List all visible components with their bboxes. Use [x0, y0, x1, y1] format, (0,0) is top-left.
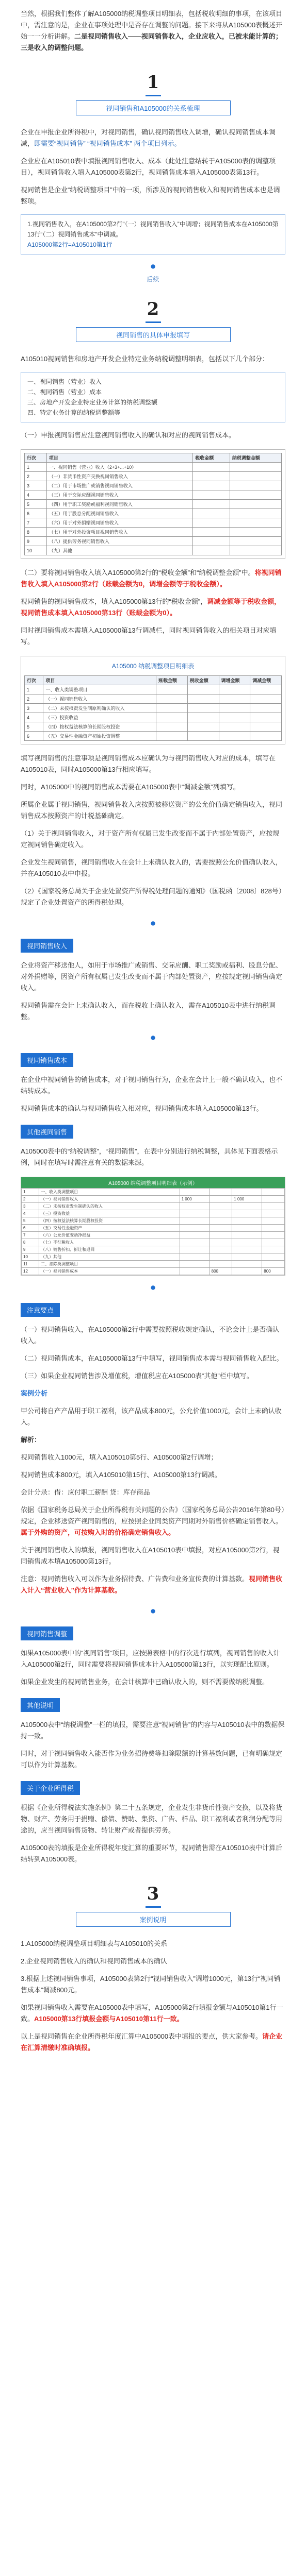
banner1-text-1: 企业将资产移送他人，如用于市场推广或销售、交际应酬、职工奖励或福利、股息分配、对外捐赠等，因资产所有权属已发生改变而不属于内部处置资产，应按规定视同销售确定收入。	[21, 961, 283, 992]
table-cell: 8	[25, 528, 47, 537]
table-cell	[262, 1189, 285, 1196]
table-row	[22, 1210, 285, 1217]
table-cell	[262, 1232, 285, 1239]
table-cell	[250, 713, 282, 722]
intro-paragraph: 当然，根据我们整体了解A105000纳税调整项目明细表，包括税收明细的事项，在该项目中，需注意的是，企业在事项处理中是否存在调整的问题。接下来将从A105000表概述开始一一分析讲解。二是视同销售收入——视同销售收入，企业应收入，已被未能计算的；三是收入的调整问题。	[21, 10, 283, 52]
banner-7: 关于企业所得税	[21, 1781, 80, 1795]
table-cell	[210, 1189, 232, 1196]
table-cell	[210, 1246, 232, 1253]
table-row	[22, 1232, 285, 1239]
table-header: 纳税调整金额	[230, 453, 281, 463]
banner1-text-2: 视同销售需在会计上未确认收入，而在税收上确认收入，需在A105010表中进行纳税调整。	[21, 1002, 276, 1021]
table-cell: 3	[22, 1203, 39, 1210]
sec2-items-box	[21, 372, 285, 422]
table-cell	[219, 713, 250, 722]
table-cell	[230, 490, 281, 500]
table-cell	[230, 509, 281, 518]
table-cell: （八）提供劳务视同销售收入	[46, 537, 192, 546]
sec2-tail-3: 注意：视同销售收入可以作为业务招待费、广告费和业务宣传费的计算基数。视同销售收入计入“营业收入”作为计算基数。	[21, 1575, 283, 1594]
table-cell	[250, 722, 282, 732]
table-cell	[230, 518, 281, 528]
table-cell	[250, 704, 282, 713]
sec2-text-1: （二）要将视同销售收入填入A105000第2行的“税收金额”和“纳税调整金额”中。将视同销售收入填入A105000第2行（账载金额为0，调增金额等于税收金额）。	[21, 569, 282, 588]
table-cell	[232, 1253, 262, 1261]
table-cell	[187, 732, 219, 741]
table-cell	[219, 732, 250, 741]
table-header: 行次	[25, 676, 43, 685]
sec3-text-3: 3.根据上述视同销售事项，A105000表第2行“视同销售收入”调增1000元，第13行“视同销售成本”调减800元。	[21, 1975, 281, 1994]
section-rule	[146, 321, 161, 323]
table-cell: 5	[22, 1217, 39, 1225]
table-cell: 一、收入类调整项目	[39, 1189, 180, 1196]
table-cell	[156, 722, 188, 732]
banner-3: 其他视同销售	[21, 1125, 73, 1139]
table-cell: 4	[25, 490, 47, 500]
table-cell	[210, 1253, 232, 1261]
table-cell: （五）交易性金融资产初始投资调整	[43, 732, 156, 741]
table-header: 项目	[46, 453, 192, 463]
table-cell: 5	[25, 722, 43, 732]
case-text-1: 甲公司将自产产品用于职工福利，该产品成本800元，公允价值1000元，会计上未确认收入。	[21, 1407, 282, 1426]
sec2-more-1: 填写视同销售的注意事项是视同销售成本应确认为与视同销售收入对应的成本，填写在A105010表，同时A105000第13行相应填写。	[21, 754, 276, 773]
sec2-more-5: 企业发生视同销售，视同销售收入在会计上未确认收入的，需要按照公允价值确认收入，并在A105010表中申报。	[21, 858, 283, 877]
table-row	[22, 1225, 285, 1232]
table-cell	[156, 732, 188, 741]
sec2-item: 一、视同销售（营业）收入	[27, 378, 102, 385]
table-row	[22, 1253, 285, 1261]
sec2-tail-1: 依据《国家税务总局关于企业所得税有关问题的公告》（国家税务总局公告2016年第80号）规定，企业移送资产视同销售的，应按照企业同类资产同期对外销售价格确定销售收入。属于外购的资产，可按购入时的价格确定销售收入。	[21, 1506, 285, 1536]
table-cell	[210, 1261, 232, 1268]
sec2-item: 四、特定业务计算的纳税调整额等	[27, 409, 121, 416]
table-cell: 8	[22, 1239, 39, 1246]
table-a105000	[24, 675, 282, 741]
table-cell: （五）用于股息分配视同销售收入	[46, 509, 192, 518]
a105010-table	[21, 449, 285, 559]
banner-6: 其他说明	[21, 1698, 60, 1712]
table-cell	[219, 704, 250, 713]
table-row	[25, 685, 282, 694]
table-cell: （二）用于市场推广或销售视同销售收入	[46, 481, 192, 490]
table-cell	[232, 1217, 262, 1225]
banner7-text-1: 根据《企业所得税法实施条例》第二十五条规定，企业发生非货币性资产交换，以及将货物、财产、劳务用于捐赠、偿债、赞助、集资、广告、样品、职工福利或者利润分配等用途的，应当视同销售货物、转让财产或者提供劳务。	[21, 1804, 283, 1834]
table-cell: 2	[25, 472, 47, 481]
table-cell	[187, 713, 219, 722]
table-cell: 5	[25, 500, 47, 509]
table-header: 税收金额	[193, 453, 230, 463]
banner6-text-2: 同时，对于视同销售收入能否作为业务招待费等扣除限额的计算基数问题，已有明确规定可以作为计算基数。	[21, 1750, 283, 1769]
table-row	[25, 713, 282, 722]
table-cell	[210, 1232, 232, 1239]
table-cell: 10	[22, 1253, 39, 1261]
table-cell	[180, 1261, 210, 1268]
table-cell	[180, 1210, 210, 1217]
table-cell	[193, 546, 230, 555]
table-cell: （六）公允价值变动净损益	[39, 1232, 180, 1239]
sec1-box-note: A105000第2行=A105010第1行	[27, 241, 112, 248]
table-header: 行次	[25, 453, 47, 463]
table-cell	[250, 732, 282, 741]
table-row	[22, 1203, 285, 1210]
intro-emphasis: 二是视同销售收入——视同销售收入，企业应收入，已被未能计算的；三是收入的调整问题。	[21, 32, 283, 52]
table-cell	[180, 1189, 210, 1196]
table-cell: （四）按权益法核算的长期股权投资	[43, 722, 156, 732]
table-header: 调减金额	[250, 676, 282, 685]
table-cell	[232, 1246, 262, 1253]
table-cell	[232, 1239, 262, 1246]
table-cell: 1 000	[180, 1196, 210, 1203]
table-cell	[187, 704, 219, 713]
table-cell	[193, 472, 230, 481]
table-cell	[262, 1210, 285, 1217]
table-cell	[187, 694, 219, 704]
table-row	[22, 1217, 285, 1225]
table-cell	[156, 694, 188, 704]
table-cell: 1	[22, 1189, 39, 1196]
table-row	[25, 546, 282, 555]
table-cell	[219, 694, 250, 704]
table-cell: 11	[22, 1261, 39, 1268]
table-cell: 7	[22, 1232, 39, 1239]
table-cell	[219, 722, 250, 732]
table-row	[25, 518, 282, 528]
table-cell: （三）投资收益	[39, 1210, 180, 1217]
sec3-text-4: 如果视同销售收入需要在A105000表中填写，A105000第2行填报金额与A105010第1行一致。A105000第13行填报金额与A105010第11行一致。	[21, 2004, 283, 2023]
lightbulb-icon: ⚫	[149, 262, 157, 272]
table-cell	[180, 1225, 210, 1232]
table-row	[25, 490, 282, 500]
table-cell: （八）销售折扣、折让和退回	[39, 1246, 180, 1253]
table-cell	[230, 481, 281, 490]
table-header: 税收金额	[187, 676, 219, 685]
table-cell: （三）用于交际应酬视同销售收入	[46, 490, 192, 500]
table-cell: （七）用于对外投资项目视同销售收入	[46, 528, 192, 537]
table-cell	[230, 528, 281, 537]
table-cell: （三）投资收益	[43, 713, 156, 722]
table-cell	[232, 1189, 262, 1196]
table-cell: 6	[25, 732, 43, 741]
table-header: 调增金额	[219, 676, 250, 685]
table-cell	[210, 1217, 232, 1225]
table-cell	[230, 463, 281, 472]
banner2-text-2: 视同销售成本的确认与视同销售收入相对应，视同销售成本填入A105000第13行。	[21, 1105, 263, 1112]
section-rule	[146, 95, 161, 96]
table-cell: （四）用于职工奖励或福利视同销售收入	[46, 500, 192, 509]
table-cell	[193, 500, 230, 509]
table-cell: 二、扣除类调整项目	[39, 1261, 180, 1268]
table-cell	[262, 1196, 285, 1203]
banner5-text-2: 如果企业发生的视同销售业务，在会计核算中已确认收入的，则不需要做纳税调整。	[21, 1678, 269, 1686]
table-cell	[262, 1225, 285, 1232]
lightbulb-icon: ⚫	[149, 1606, 157, 1617]
example-table-grid	[21, 1188, 285, 1275]
section-number-2: 2	[147, 299, 159, 319]
table-cell	[250, 685, 282, 694]
sec3-text-1: 1.A105000纳税调整项目明细表与A105010的关系	[21, 1940, 167, 1947]
table-cell	[262, 1261, 285, 1268]
sec3-text-2: 2.企业视同销售收入的确认和视同销售成本的确认	[21, 1957, 167, 1965]
table-cell	[193, 528, 230, 537]
table-row	[22, 1261, 285, 1268]
table-row	[25, 732, 282, 741]
table-cell: （一）视同销售收入	[39, 1196, 180, 1203]
table-cell: 3	[25, 704, 43, 713]
table-cell	[180, 1268, 210, 1275]
sec1-rule-box	[21, 214, 285, 255]
table-cell	[156, 704, 188, 713]
table-row	[25, 481, 282, 490]
table-cell: 4	[25, 713, 43, 722]
section-rule	[146, 1906, 161, 1908]
table-cell	[193, 509, 230, 518]
banner-1: 视同销售收入	[21, 939, 73, 953]
table-row	[25, 500, 282, 509]
table-row	[25, 537, 282, 546]
banner4-text-2: （二）视同销售成本，在A105000第13行中填写，视同销售成本需与视同销售收入配比。	[21, 1354, 283, 1362]
table-cell	[193, 518, 230, 528]
table-cell: （九）其他	[39, 1253, 180, 1261]
table-row	[25, 509, 282, 518]
sec2-more-4: （1）关于视同销售收入，对于资产所有权属已发生改变而不属于内部处置资产，应按规定视同销售确定收入。	[21, 829, 280, 849]
table-cell	[219, 685, 250, 694]
table-cell: 9	[25, 537, 47, 546]
banner4-text-3: （三）如果企业视同销售涉及增值税，增值税应在A105000表“其他”栏中填写。	[21, 1372, 253, 1380]
table-cell: 7	[25, 518, 47, 528]
a105000-table	[21, 656, 285, 744]
example-table-head: A105000 纳税调整项目明细表（示例）	[21, 1177, 285, 1188]
table-cell: （二）未按权责发生制确认的收入	[39, 1203, 180, 1210]
sec2-note: （一）申报视同销售应注意视同销售收入的确认和对应的视同销售成本。	[21, 431, 236, 439]
table-cell	[180, 1253, 210, 1261]
case-text-3: 视同销售收入1000元，填入A105010第5行、A105000第2行调增；	[21, 1453, 218, 1461]
table-cell: （一）非货币性资产交换视同销售收入	[46, 472, 192, 481]
table-cell	[210, 1210, 232, 1217]
table-cell: 一、收入类调整项目	[43, 685, 156, 694]
table-cell	[230, 537, 281, 546]
table-cell	[232, 1261, 262, 1268]
banner-4: 注意要点	[21, 1303, 60, 1317]
table-cell: 1	[25, 685, 43, 694]
table-cell: 2	[25, 694, 43, 704]
table-cell: （七）不征税收入	[39, 1239, 180, 1246]
case-text-2: 解析：	[21, 1436, 41, 1444]
sec1-tail: 后续	[147, 276, 159, 283]
table-cell: （一）视同销售成本	[39, 1268, 180, 1275]
sec2-tail-2: 关于视同销售收入的填报，视同销售收入在A105010表中填报，对应A105000第2行，视同销售成本填A105000第13行。	[21, 1546, 280, 1565]
case-text-5: 会计分录：借：应付职工薪酬 贷：库存商品	[21, 1488, 150, 1496]
table-cell	[180, 1239, 210, 1246]
sec2-more-2: 同时，A105000中的视同销售成本需要在A105000表中“调减金额”列填写。	[21, 783, 240, 791]
section-number-1: 1	[147, 72, 159, 93]
table-cell	[230, 546, 281, 555]
table-row	[22, 1268, 285, 1275]
table-row	[22, 1196, 285, 1203]
table-cell	[193, 537, 230, 546]
table-cell	[262, 1239, 285, 1246]
table-row	[25, 694, 282, 704]
table-cell	[262, 1217, 285, 1225]
table-cell	[193, 490, 230, 500]
sec2-item: 三、房地产开发企业特定业务计算的纳税调整额	[27, 399, 158, 406]
table-cell: 10	[25, 546, 47, 555]
table-cell	[230, 472, 281, 481]
sec2-text-2: 视同销售的视同销售成本，填入A105000第13行的“税收金额”，调减金额等于税收金额，视同销售成本填入A105000第13行（账载金额为0）。	[21, 598, 281, 617]
sec2-lead: A105010视同销售和房地产开发企业特定业务纳税调整明细表，包括以下几个部分：	[21, 355, 269, 363]
table-cell: （一）视同销售收入	[43, 694, 156, 704]
lightbulb-icon: ⚫	[149, 919, 157, 929]
table-cell: 3	[25, 481, 47, 490]
table-cell: 1	[25, 463, 47, 472]
table-cell: 6	[25, 509, 47, 518]
section-title-3: 案例说明	[76, 1912, 231, 1927]
section-number-3: 3	[147, 1884, 159, 1904]
table-cell	[210, 1225, 232, 1232]
sec1-paragraph-2: 企业应在A105010表中填报视同销售收入、成本（此处注意结转于A105000表的调整项目），视同销售收入填入A105000表第2行，视同销售成本填入A105000表第13行。	[21, 157, 276, 176]
sec2-text-3: 同时视同销售成本需填入A105000第13行调减栏，同时视同销售收入的相关项目对应填写。	[21, 626, 277, 646]
table-cell	[180, 1203, 210, 1210]
table-cell: 1 000	[232, 1196, 262, 1203]
table-cell	[210, 1196, 232, 1203]
banner4-text-1: （一）视同销售收入，在A105000第2行中需要按照税收规定确认，不论会计上是否确认收入。	[21, 1326, 280, 1345]
table-cell	[230, 500, 281, 509]
table-header: 项目	[43, 676, 156, 685]
table-cell	[232, 1232, 262, 1239]
table-cell: （六）用于对外捐赠视同销售收入	[46, 518, 192, 528]
table-cell: 9	[22, 1246, 39, 1253]
sec1-paragraph-3: 视同销售是企业“纳税调整项目”中的一项，所涉及的视同销售收入和视同销售成本也是调整项。	[21, 186, 280, 205]
table-cell: （四）按权益法核算长期股权投资	[39, 1217, 180, 1225]
table-cell	[180, 1217, 210, 1225]
table-row	[22, 1189, 285, 1196]
table-cell	[262, 1246, 285, 1253]
sec2-more-3: 所属企业属于视同销售，视同销售收入应按照被移送资产的公允价值确定销售收入，视同销售成本按照资产的计税基础确定。	[21, 801, 283, 820]
case-title: 案例分析	[21, 1389, 48, 1397]
table-row	[25, 463, 282, 472]
table-cell	[156, 685, 188, 694]
lightbulb-icon: ⚫	[149, 1283, 157, 1293]
table-cell	[193, 463, 230, 472]
table-header: 账载金额	[156, 676, 188, 685]
table-a105010	[24, 453, 282, 555]
table-cell	[193, 481, 230, 490]
banner3-text-1: A105000表中的“纳税调整”，“视同销售”，在表中分别进行纳税调整，具体见下面表格示例，同时在填写时需注意有关的数据来源。	[21, 1147, 278, 1166]
table-cell	[232, 1210, 262, 1217]
table-cell	[232, 1225, 262, 1232]
table-cell: （五）交易性金融资产	[39, 1225, 180, 1232]
table-cell: （九）其他	[46, 546, 192, 555]
table-cell: 2	[22, 1196, 39, 1203]
example-table	[21, 1177, 285, 1276]
banner-5: 视同销售调整	[21, 1626, 73, 1640]
case-text-4: 视同销售成本800元，填入A105010第15行、A105000第13行调减。	[21, 1471, 221, 1479]
table-cell	[180, 1246, 210, 1253]
table-cell	[210, 1203, 232, 1210]
table-cell	[187, 722, 219, 732]
table-cell: 800	[210, 1268, 232, 1275]
table-cell: 800	[262, 1268, 285, 1275]
table-cell: 12	[22, 1268, 39, 1275]
table-cell	[180, 1232, 210, 1239]
table-cell: 4	[22, 1210, 39, 1217]
sec2-item: 二、视同销售（营业）成本	[27, 388, 102, 396]
sec2-more-6: （2）《国家税务总局关于企业处置资产所得税处理问题的通知》（国税函〔2008〕828号）规定了企业处置资产的所得税处理。	[21, 887, 285, 906]
table-cell	[156, 713, 188, 722]
table-cell	[187, 685, 219, 694]
table-cell	[262, 1203, 285, 1210]
banner7-text-2: A105000表的填报是企业所得税年度汇算的重要环节，视同销售需在A105010表中计算后结转到A105000表。	[21, 1844, 283, 1863]
table-cell	[250, 694, 282, 704]
banner6-text-1: A105000表中“纳税调整”一栏的填报，需要注意“视同销售”的内容与A105010表中的数据保持一致。	[21, 1721, 285, 1740]
table-cell: （二）未按权责发生制原则确认的收入	[43, 704, 156, 713]
section-title-2: 视同销售的具体申报填写	[76, 327, 231, 342]
table-row	[25, 472, 282, 481]
banner2-text-1: 在企业中视同销售的销售成本，对于视同销售行为，企业在会计上一般不确认收入，也不结转成本。	[21, 1076, 283, 1095]
table-row	[25, 528, 282, 537]
banner-2: 视同销售成本	[21, 1053, 73, 1067]
table-row	[25, 704, 282, 713]
section-title-1: 视同销售和A105000的关系梳理	[76, 100, 231, 115]
banner5-text-1: 如果A105000表中的“视同销售”项目，应按照表格中的行次进行填列，视同销售的收入计入A105000第2行，同时需要将视同销售成本计入A105000第13行，以实现配比原则。	[21, 1649, 280, 1668]
table-cell	[232, 1268, 262, 1275]
table-title: A105000 纳税调整项目明细表	[111, 663, 195, 670]
table-cell	[210, 1239, 232, 1246]
sec3-text-5: 以上是视同销售在企业所得税年度汇算中A105000表中填报的要点，供大家参考。请企业在汇算清缴时准确填报。	[21, 2032, 283, 2052]
sec1-paragraph-1: 企业在申报企业所得税中，对视同销售，确认视同销售收入调增，确认视同销售成本调减，即需要“视同销售” “视同销售成本” 两个项目列示。	[21, 128, 276, 147]
table-cell: 6	[22, 1225, 39, 1232]
sec1-box-text: 1.视同销售收入，在A105000第2行“（一）视同销售收入”中调增；视同销售成本在A105000第13行“（二）视同销售成本”中调减。	[27, 221, 279, 238]
table-cell	[262, 1253, 285, 1261]
table-row	[25, 722, 282, 732]
table-cell: 一、视同销售（营业）收入（2+3+...+10）	[46, 463, 192, 472]
table-row	[22, 1239, 285, 1246]
table-row	[22, 1246, 285, 1253]
table-cell	[232, 1203, 262, 1210]
lightbulb-icon: ⚫	[149, 1033, 157, 1043]
